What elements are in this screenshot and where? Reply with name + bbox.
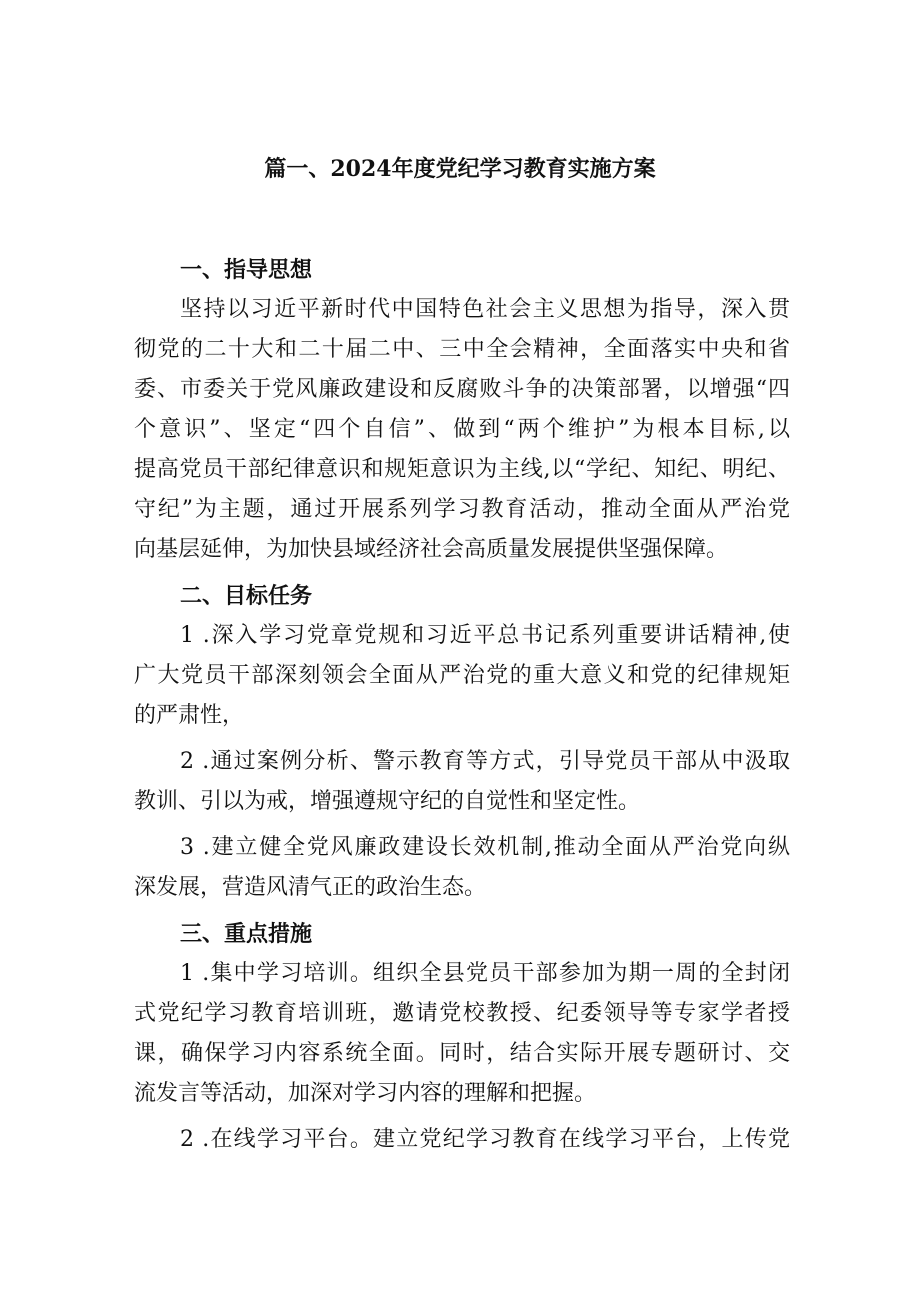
list-item-line: 1 .集中学习培训。组织全县党员干部参加为期一周的全封闭 bbox=[180, 961, 790, 986]
list-item-line: 课，确保学习内容系统全面。同时，结合实际开展专题研讨、交 bbox=[134, 1041, 790, 1066]
paragraph-line: 坚持以习近平新时代中国特色社会主义思想为指导，深入贯 bbox=[180, 297, 790, 322]
section-heading-key-measures: 三、重点措施 bbox=[180, 921, 313, 947]
list-item-line: 2 .在线学习平台。建立党纪学习教育在线学习平台，上传党 bbox=[180, 1127, 790, 1152]
list-item-line: 2 .通过案例分析、警示教育等方式，引导党员干部从中汲取 bbox=[180, 749, 790, 774]
paragraph-line: 向基层延伸，为加快县域经济社会高质量发展提供坚强保障。 bbox=[134, 537, 729, 562]
list-item-line: 教训、引以为戒，增强遵规守纪的自觉性和坚定性。 bbox=[134, 789, 641, 814]
section-heading-goals-tasks: 二、目标任务 bbox=[180, 583, 313, 609]
list-item-line: 的严肃性， bbox=[134, 703, 245, 728]
paragraph-line: 守纪”为主题，通过开展系列学习教育活动，推动全面从严治党 bbox=[134, 497, 790, 522]
list-item-line: 广大党员干部深刻领会全面从严治党的重大意义和党的纪律规矩 bbox=[134, 663, 790, 688]
list-item-line: 3 .建立健全党风廉政建设长效机制,推动全面从严治党向纵 bbox=[180, 835, 790, 860]
list-item-line: 式党纪学习教育培训班，邀请党校教授、纪委领导等专家学者授 bbox=[134, 1001, 790, 1026]
list-item-line: 1 .深入学习党章党规和习近平总书记系列重要讲话精神,使 bbox=[180, 623, 790, 648]
section-heading-guiding-ideology: 一、指导思想 bbox=[180, 257, 313, 283]
list-item-line: 流发言等活动，加深对学习内容的理解和把握。 bbox=[134, 1081, 597, 1106]
paragraph-line: 提高党员干部纪律意识和规矩意识为主线,以“学纪、知纪、明纪、 bbox=[134, 457, 790, 482]
document-body bbox=[134, 250, 790, 1160]
paragraph-line: 委、市委关于党风廉政建设和反腐败斗争的决策部署，以增强“四 bbox=[134, 377, 790, 402]
paragraph-line: 彻党的二十大和二十届二中、三中全会精神，全面落实中央和省 bbox=[134, 337, 790, 362]
paragraph-line: 个意识”、坚定“四个自信”、做到“两个维护”为根本目标,以 bbox=[134, 417, 790, 442]
document-title: 篇一、2024年度党纪学习教育实施方案 bbox=[264, 156, 656, 182]
list-item-line: 深发展，营造风清气正的政治生态。 bbox=[134, 875, 487, 900]
